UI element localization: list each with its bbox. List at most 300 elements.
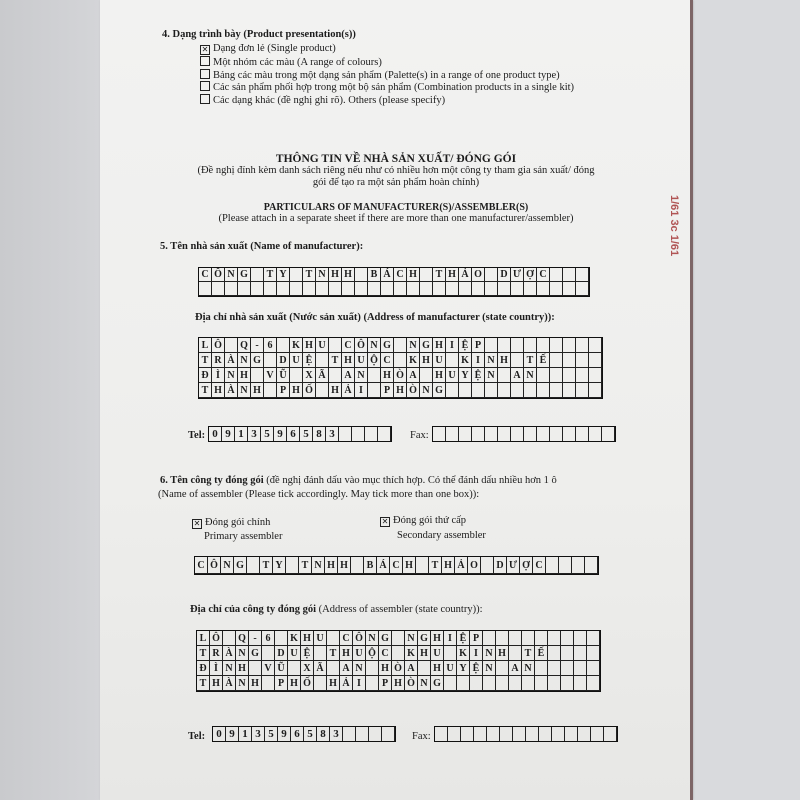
grid-cell: H [212,383,225,398]
section4-option-checkbox[interactable] [200,56,210,66]
grid-cell: X [303,368,316,383]
digit-box [511,427,524,441]
section4-option-checkbox[interactable] [200,94,210,104]
grid-cell [496,661,509,676]
grid-cell: Ã [314,661,327,676]
grid-cell: Á [381,268,394,282]
secondary-assembler-checkbox[interactable]: ✕ [381,517,389,526]
grid-cell [249,661,262,676]
section4-option[interactable] [200,56,382,69]
grid-cell [329,282,342,296]
assembler-tel-label: Tel: [188,731,206,742]
grid-cell: X [301,661,314,676]
grid-cell: T [329,353,342,368]
grid-cell: Ệ [457,631,470,646]
assembler-address-label [190,604,483,616]
grid-cell: H [442,557,455,574]
grid-cell [561,631,574,646]
digit-box [365,427,378,441]
grid-cell: Y [277,268,290,282]
grid-cell [561,646,574,661]
assembler-heading-bold: 6. Tên công ty đóng gói [160,475,264,486]
grid-cell [394,282,407,296]
grid-cell: N [316,268,329,282]
grid-cell [509,676,522,691]
grid-cell: H [394,383,407,398]
grid-cell [459,383,472,398]
grid-cell: P [277,383,290,398]
grid-cell: Ư [511,268,524,282]
grid-cell [446,353,459,368]
grid-cell [262,676,275,691]
grid-cell [498,338,511,353]
grid-cell [314,676,327,691]
digit-box [552,727,565,741]
digit-box [339,427,352,441]
grid-cell: O [468,557,481,574]
grid-cell: H [210,676,223,691]
grid-cell [264,282,277,296]
section4-option[interactable] [200,69,560,82]
grid-cell [550,353,563,368]
grid-cell: A [509,661,522,676]
grid-cell: Y [459,368,472,383]
grid-cell: G [249,646,262,661]
info-title-en: PARTICULARS OF MANUFACTURER(S)/ASSEMBLER(S) [263,202,529,213]
digit-box [461,727,474,741]
grid-cell: H [431,631,444,646]
primary-assembler-en: Primary assembler [204,531,283,542]
grid-cell: U [288,646,301,661]
grid-cell [355,282,368,296]
grid-cell: Ế [537,353,550,368]
grid-cell: I [446,338,459,353]
grid-cell [303,282,316,296]
grid-cell [433,282,446,296]
grid-cell [563,383,576,398]
digit-box [576,427,589,441]
grid-cell [225,282,238,296]
grid-cell [535,676,548,691]
digit-box: 5 [304,727,317,741]
digit-box [524,427,537,441]
digit-box [448,727,461,741]
grid-cell [496,631,509,646]
grid-cell [485,268,498,282]
grid-cell: T [264,268,277,282]
grid-cell: P [381,383,394,398]
grid-cell: G [433,383,446,398]
digit-box: 5 [261,427,274,441]
grid-cell: I [355,383,368,398]
assembler-heading-line2: (Name of assembler (Please tick accordingly. May tick more than one box)): [158,489,480,500]
grid-cell: I [472,353,485,368]
grid-cell: L [197,631,210,646]
grid-cell [537,282,550,296]
digit-box: 3 [252,727,265,741]
grid-cell: C [342,338,355,353]
grid-cell [199,282,212,296]
grid-cell: K [457,646,470,661]
grid-cell: A [340,661,353,676]
grid-cell: H [288,676,301,691]
grid-cell: Ợ [524,268,537,282]
grid-cell [327,661,340,676]
grid-cell [277,338,290,353]
grid-cell [485,282,498,296]
grid-cell [589,353,602,368]
digit-box: 3 [326,427,339,441]
grid-cell: H [381,368,394,383]
grid-cell [485,338,498,353]
grid-cell [446,282,459,296]
grid-cell [576,353,589,368]
form-page [100,0,692,800]
digit-box: 5 [300,427,313,441]
grid-cell: Ư [507,557,520,574]
grid-cell: U [444,661,457,676]
grid-cell [587,661,600,676]
grid-cell: H [238,368,251,383]
grid-cell: C [195,557,208,574]
section4-option[interactable] [200,81,574,94]
grid-cell: H [342,268,355,282]
grid-cell [483,631,496,646]
digit-box [537,427,550,441]
section4-option[interactable] [200,43,336,55]
grid-cell: N [420,383,433,398]
grid-cell: U [431,646,444,661]
digit-box [513,727,526,741]
digit-box [382,727,395,741]
grid-cell: Ệ [472,368,485,383]
grid-cell: P [379,676,392,691]
section4-option-checkbox[interactable]: ✕ [201,45,209,54]
grid-cell: C [379,646,392,661]
background-right [690,0,800,800]
grid-cell: Ô [212,338,225,353]
grid-cell [251,368,264,383]
grid-cell: K [405,646,418,661]
grid-cell: D [277,353,290,368]
grid-cell [498,368,511,383]
grid-cell: C [537,268,550,282]
digit-box [563,427,576,441]
grid-cell: H [392,676,405,691]
assembler-tel-field[interactable] [212,726,396,742]
grid-cell [262,646,275,661]
grid-cell [548,646,561,661]
grid-cell [589,383,602,398]
grid-cell: Ã [316,368,329,383]
grid-cell [225,338,238,353]
manufacturer-address-grid[interactable] [198,337,603,399]
grid-cell [392,646,405,661]
grid-cell: N [407,338,420,353]
grid-cell: N [312,557,325,574]
grid-cell: C [340,631,353,646]
grid-cell: G [251,353,264,368]
grid-cell: H [496,646,509,661]
digit-box [356,727,369,741]
grid-cell: Ì [212,368,225,383]
grid-cell: C [390,557,403,574]
grid-cell: À [223,646,236,661]
grid-cell: D [498,268,511,282]
grid-cell: N [236,676,249,691]
grid-cell: H [340,646,353,661]
primary-assembler-option[interactable] [192,517,270,529]
digit-box [591,727,604,741]
grid-cell: N [483,661,496,676]
grid-cell: N [236,646,249,661]
info-note-vn-2: gói để tạo ra một sản phẩm hoàn chỉnh) [312,177,480,188]
info-note-vn-1: (Đề nghị đính kèm danh sách riêng nếu như có nhiều hơn một công ty tham gia sản xuất/ đóng [197,165,595,176]
grid-cell: H [433,368,446,383]
grid-cell: H [236,661,249,676]
grid-cell [238,282,251,296]
grid-cell: P [275,676,288,691]
assembler-fax-field[interactable] [434,726,618,742]
grid-cell [572,557,585,574]
grid-cell: N [524,368,537,383]
digit-box [435,727,448,741]
grid-cell [511,383,524,398]
grid-cell: H [338,557,351,574]
grid-cell [366,676,379,691]
section4-option-label: Dạng đơn lẻ (Single product) [213,43,336,54]
grid-cell [561,676,574,691]
grid-cell [470,676,483,691]
digit-box [604,727,617,741]
grid-cell [394,338,407,353]
grid-cell: O [472,268,485,282]
section4-option[interactable] [200,94,445,107]
grid-cell [472,282,485,296]
grid-cell: H [327,676,340,691]
grid-cell: - [249,631,262,646]
grid-cell: H [433,338,446,353]
grid-cell: H [446,268,459,282]
grid-cell: Ả [342,383,355,398]
assembler-address-grid[interactable] [196,630,601,692]
secondary-assembler-option[interactable] [380,515,466,527]
grid-cell [420,368,433,383]
grid-cell [511,353,524,368]
grid-cell [589,338,602,353]
grid-cell [212,282,225,296]
grid-cell: N [418,676,431,691]
grid-cell: H [379,661,392,676]
grid-cell: Ô [212,268,225,282]
grid-cell: T [522,646,535,661]
grid-cell [485,383,498,398]
primary-assembler-checkbox[interactable]: ✕ [193,519,201,528]
digit-box: 0 [213,727,226,741]
grid-cell [559,557,572,574]
manufacturer-tel-field[interactable] [208,426,392,442]
grid-cell: Ố [303,383,316,398]
digit-box: 9 [226,727,239,741]
grid-cell: Á [377,557,390,574]
grid-cell [351,557,364,574]
grid-cell: K [290,338,303,353]
grid-cell [481,557,494,574]
grid-cell: N [405,631,418,646]
grid-cell [290,268,303,282]
grid-cell [522,676,535,691]
grid-cell [355,268,368,282]
manufacturer-fax-field[interactable] [432,426,616,442]
grid-cell [394,353,407,368]
grid-cell [446,383,459,398]
section4-option-label: Một nhóm các màu (A range of colours) [213,56,382,68]
grid-cell: U [290,353,303,368]
grid-cell [251,282,264,296]
manufacturer-heading: 5. Tên nhà sản xuất (Name of manufacturer): [160,241,364,252]
grid-cell [483,676,496,691]
grid-cell [589,368,602,383]
grid-cell [563,368,576,383]
grid-cell [550,368,563,383]
grid-cell [587,631,600,646]
grid-cell: H [303,338,316,353]
manufacturer-fax-label: Fax: [410,430,429,441]
grid-cell: Ì [210,661,223,676]
grid-cell: N [225,368,238,383]
grid-cell [381,282,394,296]
digit-box: 9 [278,727,291,741]
digit-box: 3 [248,427,261,441]
grid-cell: N [221,557,234,574]
grid-cell [420,282,433,296]
digit-box: 3 [330,727,343,741]
grid-cell: K [288,631,301,646]
digit-box [589,427,602,441]
grid-cell: T [260,557,273,574]
grid-cell: G [238,268,251,282]
grid-cell [472,383,485,398]
grid-cell [563,353,576,368]
grid-cell: A [407,368,420,383]
grid-cell: 6 [262,631,275,646]
grid-cell [511,338,524,353]
grid-cell [587,676,600,691]
digit-box: 8 [317,727,330,741]
grid-cell: A [511,368,524,383]
grid-cell: T [433,268,446,282]
section4-option-checkbox[interactable] [200,81,210,91]
digit-box [578,727,591,741]
grid-cell: Ô [210,631,223,646]
grid-cell: Ò [405,676,418,691]
grid-cell: Ộ [368,353,381,368]
grid-cell [286,557,299,574]
grid-cell: Q [236,631,249,646]
grid-cell [457,676,470,691]
grid-cell [563,282,576,296]
grid-cell [418,661,431,676]
grid-cell [316,383,329,398]
grid-cell [366,661,379,676]
grid-cell [537,383,550,398]
grid-cell: T [303,268,316,282]
grid-cell: Đ [199,368,212,383]
manufacturer-name-grid[interactable] [198,267,590,297]
grid-cell: U [316,338,329,353]
grid-cell: Q [238,338,251,353]
grid-cell [563,268,576,282]
grid-cell: I [353,676,366,691]
grid-cell: Y [457,661,470,676]
section4-option-checkbox[interactable] [200,69,210,79]
grid-cell: T [524,353,537,368]
digit-box [378,427,391,441]
assembler-name-grid[interactable] [194,556,599,575]
grid-cell: R [212,353,225,368]
manufacturer-tel-label: Tel: [188,430,206,441]
grid-cell [407,282,420,296]
grid-cell: G [420,338,433,353]
grid-cell: T [199,353,212,368]
grid-cell: Ô [355,338,368,353]
grid-cell: N [522,661,535,676]
grid-cell: B [368,268,381,282]
grid-cell: U [446,368,459,383]
grid-cell: U [314,631,327,646]
grid-cell [535,631,548,646]
digit-box [602,427,615,441]
grid-cell [574,646,587,661]
grid-cell: N [485,353,498,368]
grid-cell [574,676,587,691]
grid-cell: T [327,646,340,661]
grid-cell [563,338,576,353]
digit-box [369,727,382,741]
grid-cell: A [405,661,418,676]
grid-cell [524,338,537,353]
grid-cell: N [485,368,498,383]
page-edge [690,0,693,800]
background-left [0,0,100,800]
grid-cell: I [470,646,483,661]
grid-cell [550,338,563,353]
digit-box [446,427,459,441]
digit-box [565,727,578,741]
grid-cell [574,661,587,676]
grid-cell [264,353,277,368]
grid-cell [522,631,535,646]
grid-cell: Ả [455,557,468,574]
grid-cell: H [251,383,264,398]
grid-cell [587,646,600,661]
grid-cell [576,368,589,383]
grid-cell [550,282,563,296]
grid-cell: Ộ [366,646,379,661]
grid-cell: Ệ [459,338,472,353]
grid-cell: - [251,338,264,353]
grid-cell [550,268,563,282]
grid-cell: N [223,661,236,676]
info-note-en: (Please attach in a separate sheet if there are more than one manufacturer/assembler) [218,213,574,224]
grid-cell: G [431,676,444,691]
grid-cell: Ả [340,676,353,691]
grid-cell: V [262,661,275,676]
grid-cell: R [210,646,223,661]
grid-cell: N [366,631,379,646]
info-title-vn: THÔNG TIN VỀ NHÀ SẢN XUẤT/ ĐÓNG GÓI [275,153,517,165]
grid-cell [275,631,288,646]
